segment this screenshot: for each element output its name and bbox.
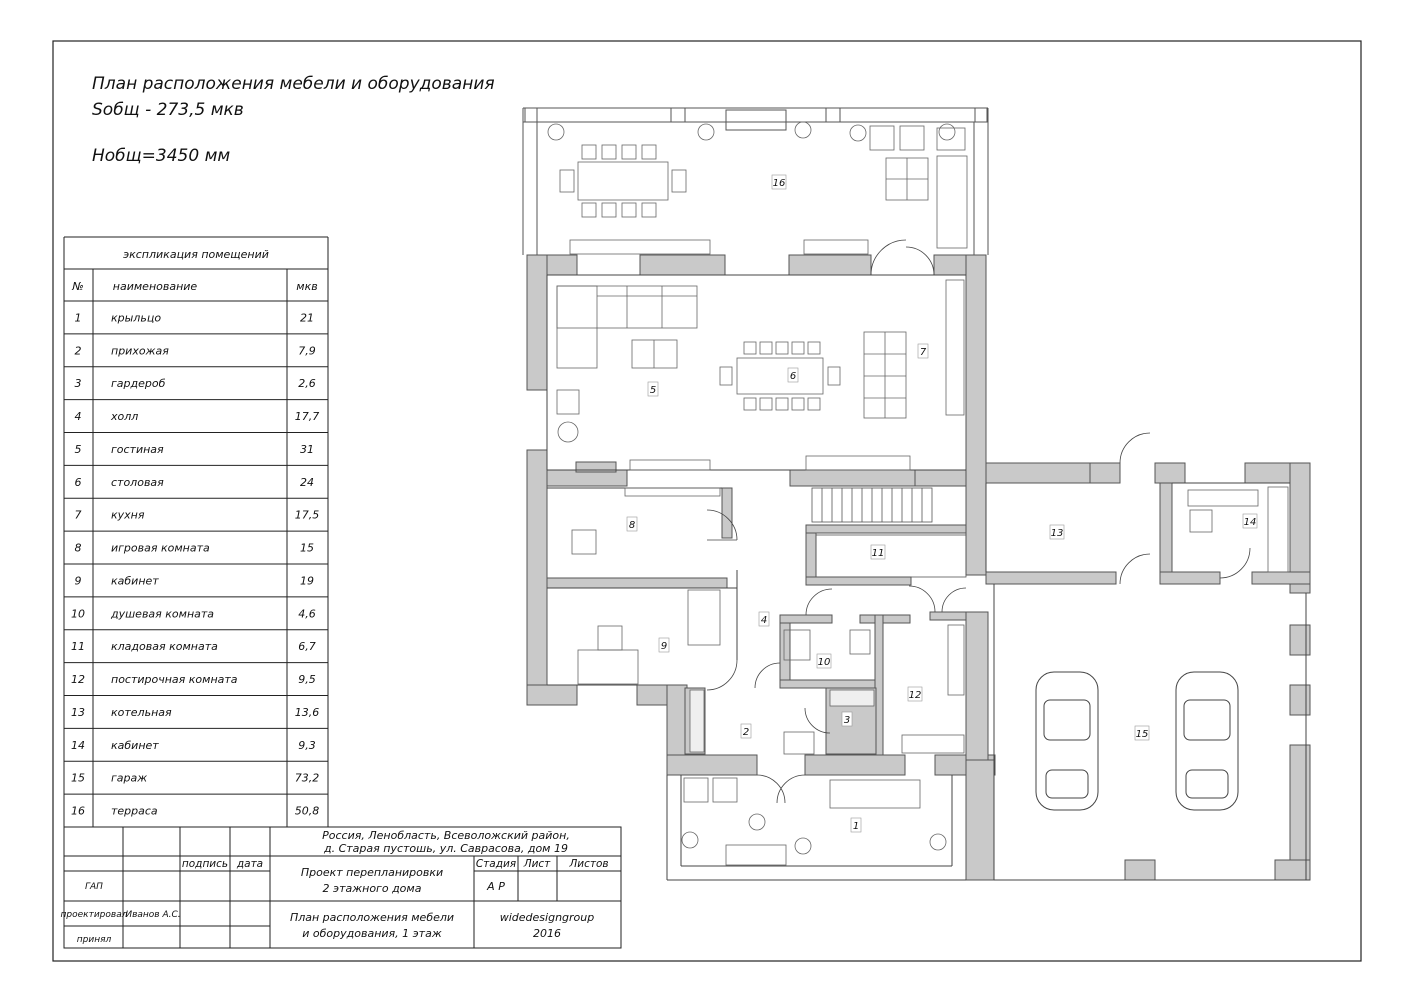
table-cell-area: 15: [300, 541, 314, 555]
address-line1: Россия, Ленобласть, Всеволожский район,: [322, 829, 570, 842]
table-cell-num: 2: [74, 344, 82, 358]
table-cell-name: душевая комната: [111, 607, 215, 621]
table-cell-num: 8: [74, 541, 82, 555]
room-number: 14: [1243, 517, 1257, 528]
col-header-area: мкв: [296, 280, 318, 293]
room-number: 6: [789, 371, 797, 382]
explication-table: [64, 237, 328, 827]
table-cell-area: 31: [300, 442, 314, 456]
room-label: [871, 545, 885, 559]
room-label: [627, 517, 637, 531]
table-cell-name: прихожая: [111, 344, 169, 358]
room-number: 8: [628, 520, 636, 531]
table-cell-num: 4: [74, 410, 82, 424]
stamp-year: 2016: [533, 927, 561, 940]
stamp-designer: Иванов А.С.: [125, 910, 181, 920]
room-label: [759, 612, 769, 626]
stamp-sheets: Листов: [569, 858, 609, 870]
table-cell-num: 13: [71, 705, 85, 719]
terrace: [523, 108, 988, 255]
table-cell-name: терраса: [111, 804, 158, 818]
table-cell-name: холл: [111, 410, 139, 424]
table-cell-num: 6: [74, 475, 82, 489]
explication-heading: экспликация помещений: [123, 248, 269, 261]
garage-cars: [1036, 672, 1238, 810]
table-cell-name: постирочная комната: [111, 673, 238, 687]
stamp-designed: проектировал: [60, 910, 128, 920]
stamp-sheet: Лист: [523, 858, 551, 870]
table-cell-name: гардероб: [111, 377, 166, 391]
table-cell-area: 19: [300, 574, 314, 588]
table-cell-area: 24: [300, 475, 314, 489]
address-line2: д. Старая пустошь, ул. Саврасова, дом 19: [324, 842, 568, 855]
room-label: [851, 818, 861, 832]
room-number: 1: [852, 821, 860, 832]
table-cell-name: гараж: [111, 771, 148, 785]
room-number: 12: [908, 690, 922, 701]
room-label: [842, 712, 852, 726]
table-cell-name: столовая: [111, 475, 164, 489]
table-cell-area: 73,2: [294, 771, 320, 785]
room-label: [908, 687, 922, 701]
stamp-approved: принял: [76, 935, 112, 945]
table-cell-num: 16: [71, 804, 85, 818]
table-cell-num: 1: [74, 311, 82, 325]
table-cell-area: 6,7: [298, 640, 316, 654]
project-line2: 2 этажного дома: [322, 882, 422, 895]
table-cell-area: 21: [300, 311, 314, 325]
table-cell-num: 12: [71, 673, 85, 687]
stamp-gap: ГАП: [85, 882, 103, 892]
col-header-num: №: [72, 280, 84, 293]
drawing-title: План расположения мебели и оборудования: [92, 74, 495, 94]
room-label: [659, 638, 669, 652]
table-cell-area: 50,8: [294, 804, 320, 818]
total-area: Sобщ - 273,5 мкв: [92, 100, 244, 120]
col-header-name: наименование: [112, 280, 198, 293]
stamp-signature: подпись: [181, 858, 229, 870]
table-cell-area: 7,9: [298, 344, 316, 358]
table-cell-num: 10: [71, 607, 85, 621]
room-label: [1243, 514, 1257, 528]
room-label: [648, 382, 658, 396]
stamp-stage: Стадия: [475, 858, 517, 870]
table-cell-num: 3: [74, 377, 82, 391]
table-cell-num: 11: [71, 640, 85, 654]
table-cell-num: 14: [71, 738, 85, 752]
drawing-line1: План расположения мебели: [289, 911, 455, 924]
room-number: 11: [871, 548, 885, 559]
table-cell-area: 9,5: [298, 673, 316, 687]
room-label: [788, 368, 798, 382]
room-label: [1050, 525, 1064, 539]
room-number: 13: [1050, 528, 1064, 539]
table-cell-area: 2,6: [298, 377, 316, 391]
room-number: 15: [1135, 729, 1149, 740]
drawing-line2: и оборудования, 1 этаж: [302, 927, 442, 940]
table-cell-num: 15: [71, 771, 85, 785]
table-cell-name: кабинет: [111, 738, 159, 752]
room-number: 5: [649, 385, 657, 396]
room-label: [772, 175, 786, 189]
table-cell-area: 17,7: [294, 410, 320, 424]
table-cell-num: 7: [74, 508, 82, 522]
room-number: 10: [817, 657, 831, 668]
room-label: [741, 724, 751, 738]
terrace-furniture: [548, 122, 967, 254]
stamp-company: widedesigngroup: [499, 911, 595, 924]
room-number: 16: [772, 178, 786, 189]
project-line1: Проект перепланировки: [300, 866, 444, 879]
table-cell-area: 17,5: [294, 508, 320, 522]
stamp-date: дата: [236, 858, 264, 870]
room-number: 3: [843, 715, 851, 726]
total-height: Нобщ=3450 мм: [92, 146, 231, 166]
table-cell-name: котельная: [111, 705, 172, 719]
table-cell-name: кухня: [111, 508, 145, 522]
table-cell-num: 9: [74, 574, 82, 588]
table-cell-name: игровая комната: [111, 541, 210, 555]
table-cell-name: крыльцо: [111, 311, 162, 325]
room-label: [817, 654, 831, 668]
room-label: [1135, 726, 1149, 740]
stamp-stage-value: А Р: [487, 880, 505, 893]
table-cell-area: 4,6: [298, 607, 316, 621]
table-cell-area: 9,3: [298, 738, 316, 752]
room-number: 9: [660, 641, 668, 652]
table-cell-name: кладовая комната: [111, 640, 218, 654]
table-cell-name: кабинет: [111, 574, 159, 588]
room-number: 4: [760, 615, 768, 626]
room-label: [918, 344, 928, 358]
table-cell-area: 13,6: [294, 705, 320, 719]
room-number: 7: [919, 347, 927, 358]
room-number: 2: [742, 727, 750, 738]
table-cell-num: 5: [74, 442, 82, 456]
table-cell-name: гостиная: [111, 442, 164, 456]
